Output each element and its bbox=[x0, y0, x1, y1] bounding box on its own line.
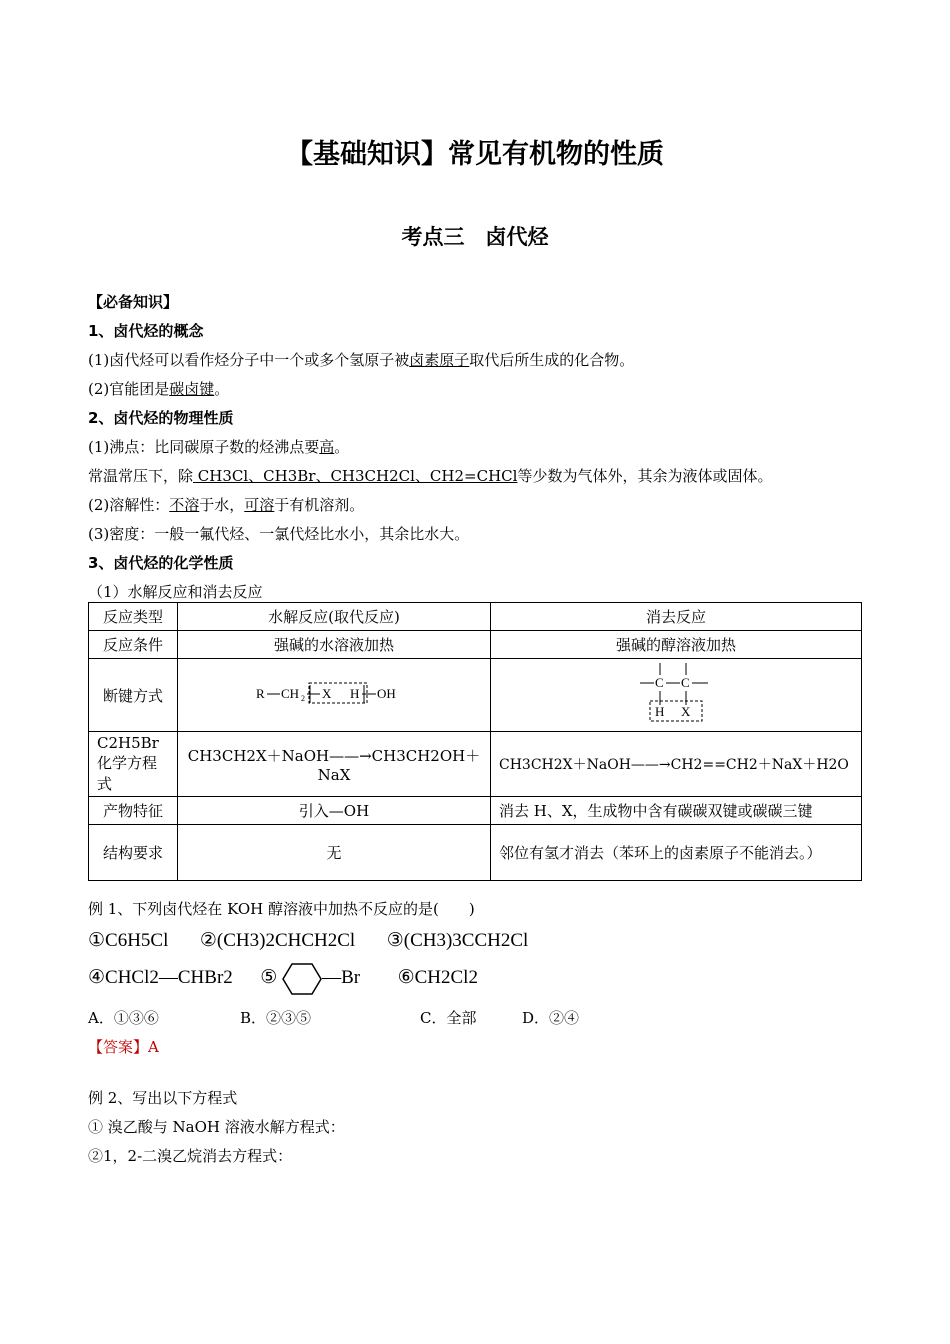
svg-text:X: X bbox=[322, 686, 332, 701]
svg-text:C: C bbox=[655, 675, 664, 690]
svg-text:CH: CH bbox=[281, 686, 300, 701]
table-cell bbox=[178, 732, 491, 797]
cyclohexane-ring-icon bbox=[282, 962, 322, 996]
option-d: D．②④ bbox=[522, 1009, 580, 1027]
table-cell bbox=[89, 732, 178, 797]
s1-paragraph-2: (2)官能团是碳卤键。 bbox=[88, 380, 230, 398]
table-row bbox=[89, 825, 862, 881]
table-cell bbox=[491, 659, 862, 732]
page-title: 【基础知识】常见有机物的性质 bbox=[286, 139, 664, 170]
table-row bbox=[89, 631, 862, 659]
underline-answer: 卤素原子 bbox=[409, 351, 470, 369]
underline-answer: CH3Cl、CH3Br、CH3CH2Cl、CH2=CHCl bbox=[193, 467, 518, 485]
table-cell: 产物特征 bbox=[89, 797, 178, 825]
s2-paragraph-3: (2)溶解性：不溶于水，可溶于有机溶剂。 bbox=[88, 496, 365, 514]
table-cell bbox=[491, 732, 862, 797]
table-cell: 强碱的醇溶液加热 bbox=[491, 631, 862, 659]
hydrolysis-bond-breaking-diagram bbox=[254, 680, 414, 706]
table-row bbox=[89, 797, 862, 825]
example-1-question: 例 1、下列卤代烃在 KOH 醇溶液中加热不反应的是( ) bbox=[88, 900, 475, 918]
elimination-bond-breaking-diagram bbox=[636, 661, 716, 725]
table-cell: 消去反应 bbox=[491, 603, 862, 631]
example-2-item-2: ②1，2-二溴乙烷消去方程式： bbox=[88, 1147, 293, 1165]
example-1-formulas-row-1: ①C6H5Cl ②(CH3)2CHCH2Cl ③(CH3)3CCH2Cl bbox=[88, 930, 529, 951]
table-cell: 断键方式 bbox=[89, 659, 178, 732]
table-cell: 邻位有氢才消去（苯环上的卤素原子不能消去。） bbox=[491, 825, 862, 881]
s2-paragraph-2: 常温常压下，除 CH3Cl、CH3Br、CH3CH2Cl、CH2=CHCl等少数为气体外，其余为液体或固体。 bbox=[88, 467, 773, 485]
svg-text:H: H bbox=[350, 686, 360, 701]
svg-text:OH: OH bbox=[377, 686, 396, 701]
table-cell: 引入—OH bbox=[178, 797, 491, 825]
underline-answer: 可溶 bbox=[244, 496, 275, 514]
table-cell: 消去 H、X，生成物中含有碳碳双键或碳碳三键 bbox=[491, 797, 862, 825]
elimination-equation: CH3CH2X＋NaOH——→CH2==CH2＋NaX＋H2O bbox=[499, 757, 849, 773]
svg-text:H: H bbox=[655, 704, 665, 719]
hydrolysis-equation: CH3CH2X＋NaOH——→CH3CH2OH＋NaX bbox=[187, 746, 481, 784]
equation-row-label: C2H5Br 化学方程式 bbox=[97, 734, 159, 793]
table-cell: 无 bbox=[178, 825, 491, 881]
table-cell: 结构要求 bbox=[89, 825, 178, 881]
s2-paragraph-1: (1)沸点：比同碳原子数的烃沸点要高。 bbox=[88, 438, 350, 456]
svg-text:X: X bbox=[681, 704, 691, 719]
example-1-options bbox=[88, 1004, 868, 1033]
example-2 bbox=[88, 1084, 868, 1171]
table-row bbox=[89, 732, 862, 797]
s3-heading: 3、卤代烃的化学性质 bbox=[88, 554, 234, 572]
table-cell bbox=[178, 659, 491, 732]
section-subtitle: 考点三 卤代烃 bbox=[401, 225, 549, 249]
section-header: 【必备知识】 bbox=[88, 293, 179, 311]
s3-subheading: （1）水解反应和消去反应 bbox=[88, 583, 263, 601]
s2-paragraph-4: (3)密度：一般一氟代烃、一氯代烃比水小，其余比水大。 bbox=[88, 525, 470, 543]
underline-answer: 高 bbox=[319, 438, 335, 456]
svg-text:2: 2 bbox=[301, 694, 305, 703]
knowledge-section bbox=[88, 288, 868, 607]
option-a: A．①③⑥ bbox=[88, 1009, 159, 1027]
example-2-item-1: ① 溴乙酸与 NaOH 溶液水解方程式： bbox=[88, 1118, 345, 1136]
table-cell: 反应条件 bbox=[89, 631, 178, 659]
table-row bbox=[89, 659, 862, 732]
table-cell: 反应类型 bbox=[89, 603, 178, 631]
table-row bbox=[89, 603, 862, 631]
svg-text:R: R bbox=[256, 686, 265, 701]
svg-text:C: C bbox=[681, 675, 690, 690]
table-cell: 水解反应(取代反应) bbox=[178, 603, 491, 631]
example-1-formulas-row-2: ④CHCl2—CHBr2 ⑤ —Br ⑥CH2Cl2 bbox=[88, 958, 868, 998]
reaction-table bbox=[88, 602, 862, 881]
option-b: B．②③⑤ bbox=[240, 1009, 312, 1027]
example-1 bbox=[88, 895, 868, 1062]
example-2-question: 例 2、写出以下方程式 bbox=[88, 1089, 238, 1107]
example-1-answer: 【答案】A bbox=[88, 1038, 159, 1056]
table-cell: 强碱的水溶液加热 bbox=[178, 631, 491, 659]
underline-answer: 不溶 bbox=[169, 496, 200, 514]
s2-heading: 2、卤代烃的物理性质 bbox=[88, 409, 234, 427]
option-c: C．全部 bbox=[420, 1009, 477, 1027]
s1-heading: 1、卤代烃的概念 bbox=[88, 322, 204, 340]
s1-paragraph-1: (1)卤代烃可以看作烃分子中一个或多个氢原子被卤素原子取代后所生成的化合物。 bbox=[88, 351, 635, 369]
underline-answer: 碳卤键 bbox=[169, 380, 215, 398]
